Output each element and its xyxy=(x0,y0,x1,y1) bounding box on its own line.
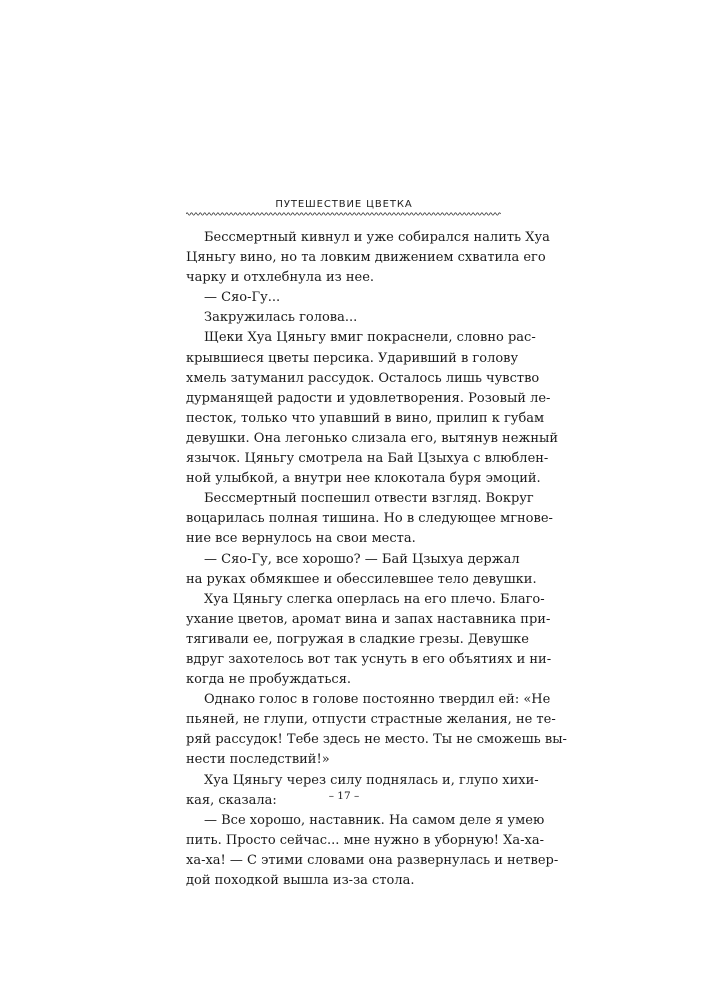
text-line: Хуа Цяньгу слегка оперлась на его плечо. Благо- xyxy=(204,591,545,607)
text-line: нести последствий!» xyxy=(186,752,330,768)
text-line: пить. Просто сейчас... мне нужно в уборную! Ха-ха- xyxy=(186,832,545,848)
text-line: — Сяо-Гу, все хорошо? — Бай Цзыхуа держал xyxy=(204,551,520,567)
text-line: язычок. Цяньгу смотрела на Бай Цзыхуа с влюблен- xyxy=(186,451,549,467)
text-line: ной улыбкой, а внутри нее клокотала буря эмоций. xyxy=(186,471,541,487)
page-number: – 17 – xyxy=(328,790,360,802)
text-line: Цяньгу вино, но та ловким движением схватила его xyxy=(186,250,546,266)
text-line: дой походкой вышла из-за стола. xyxy=(186,873,415,888)
text-line: Бессмертный кивнул и уже собирался налить Хуа xyxy=(204,230,550,245)
text-line: Однако голос в голове постоянно твердил ей: «Не xyxy=(204,692,551,708)
text-line: — Сяо-Гу... xyxy=(204,290,281,306)
text-line: песток, только что упавший в вино, прилип к губам xyxy=(186,410,545,426)
text-line: Щеки Хуа Цяньгу вмиг покраснели, словно рас- xyxy=(204,330,536,346)
text-line: Закружилась голова... xyxy=(204,310,358,326)
text-line: на руках обмякшее и обессилевшее тело девушки. xyxy=(186,571,537,587)
text-line: дурманящей радости и удовлетворения. Розовый ле- xyxy=(186,390,551,406)
text-line: когда не пробуждаться. xyxy=(186,672,352,688)
text-line: ние все вернулось на свои места. xyxy=(186,531,416,547)
text-line: ухание цветов, аромат вина и запах наставника при- xyxy=(186,611,551,627)
text-line: ряй рассудок! Тебе здесь не место. Ты не сможешь вы- xyxy=(186,732,567,748)
text-line: хмель затуманил рассудок. Осталось лишь чувство xyxy=(186,370,540,386)
text-line: крывшиеся цветы персика. Ударивший в голову xyxy=(186,350,519,366)
text-line: ха-ха! — С этими словами она развернулась и нетвер- xyxy=(186,852,559,868)
text-line: Хуа Цяньгу через силу поднялась и, глупо хихи- xyxy=(204,772,539,788)
text-line: кая, сказала: xyxy=(186,792,277,808)
text-line: вдруг захотелось вот так уснуть в его объятиях и ни- xyxy=(186,651,552,667)
text-line: Бессмертный поспешил отвести взгляд. Вокруг xyxy=(204,491,534,507)
text-line: чарку и отхлебнула из нее. xyxy=(186,270,375,286)
running-head: ПУТЕШЕСТВИЕ ЦВЕТКА xyxy=(275,199,413,210)
text-line: девушки. Она легонько слизала его, вытянув нежный xyxy=(186,430,559,446)
text-line: воцарилась полная тишина. Но в следующее мгнове- xyxy=(186,511,553,527)
text-line: — Все хорошо, наставник. На самом деле я умею xyxy=(204,812,545,828)
text-line: пьяней, не глупи, отпусти страстные желания, не те- xyxy=(186,712,556,728)
text-line: тягивали ее, погружая в сладкие грезы. Девушке xyxy=(186,631,529,647)
wavy-divider xyxy=(186,211,502,217)
